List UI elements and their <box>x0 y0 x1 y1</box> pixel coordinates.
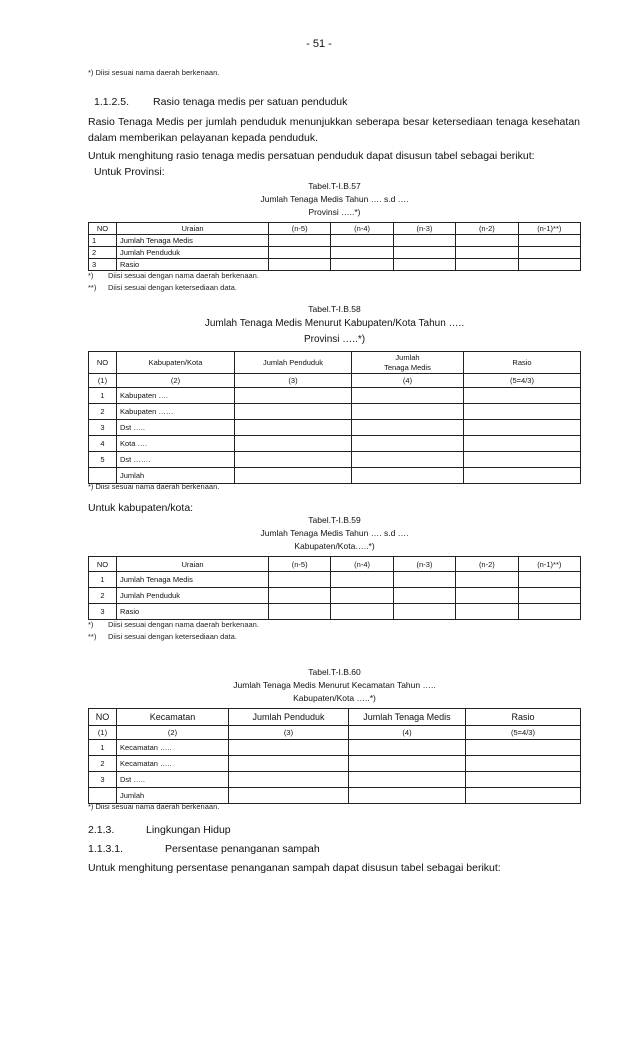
row-label: Dst ….. <box>117 420 235 436</box>
table-60-header-penduduk: Jumlah Penduduk <box>229 709 349 726</box>
row-label: Dst ….. <box>117 772 229 788</box>
table-60-header-rasio: Rasio <box>466 709 581 726</box>
row-no: 5 <box>89 452 117 468</box>
column-number: (3) <box>229 726 349 740</box>
column-number: (2) <box>117 726 229 740</box>
table-58-header-penduduk: Jumlah Penduduk <box>235 352 352 374</box>
row-label: Jumlah Tenaga Medis <box>117 572 269 588</box>
table-60-header-tenaga-medis: Jumlah Tenaga Medis <box>349 709 466 726</box>
section-title-lingkungan-hidup: Lingkungan Hidup <box>146 824 231 836</box>
table-58-caption <box>88 303 581 348</box>
table-57-header-n5: (n-5) <box>269 223 331 235</box>
row-label: Kecamatan ….. <box>117 740 229 756</box>
table-row <box>89 604 581 620</box>
page-number: - 51 - <box>306 38 332 50</box>
column-number: (5=4/3) <box>466 726 581 740</box>
column-number: (1) <box>89 374 117 388</box>
table-59-number: Tabel.T-I.B.59 <box>308 515 361 525</box>
row-no: 1 <box>89 388 117 404</box>
paragraph-rasio-definition: Rasio Tenaga Medis per jumlah penduduk menunjukkan seberapa besar ketersediaan tenaga kesehatan dalam memberikan pelayanan kepada penduduk. <box>88 116 580 144</box>
column-number: (2) <box>117 374 235 388</box>
table-row <box>89 404 581 420</box>
table-59-header-n1: (n-1)**) <box>518 557 580 572</box>
table-60-title: Jumlah Tenaga Medis Menurut Kecamatan Tahun ….. <box>233 680 436 690</box>
table-row <box>89 259 581 271</box>
table-59 <box>88 556 581 620</box>
table-row <box>89 436 581 452</box>
table-60-header-no: NO <box>89 709 117 726</box>
table-row <box>89 420 581 436</box>
top-footnote: *) Diisi sesuai nama daerah berkenaan. <box>88 68 220 77</box>
row-no: 3 <box>89 772 117 788</box>
table-59-header-n3: (n-3) <box>393 557 455 572</box>
subheading-kabupaten-kota: Untuk kabupaten/kota: <box>88 502 194 514</box>
row-label: Kabupaten …… <box>117 404 235 420</box>
table-row <box>89 247 581 259</box>
row-no: 2 <box>89 588 117 604</box>
table-59-footnote-2 <box>88 632 237 641</box>
table-57-header-n4: (n-4) <box>331 223 393 235</box>
row-no: 2 <box>89 404 117 420</box>
table-59-header-n2: (n-2) <box>456 557 518 572</box>
row-label: Jumlah Penduduk <box>117 247 269 259</box>
table-58-header-rasio: Rasio <box>464 352 581 374</box>
row-label: Jumlah <box>117 468 235 484</box>
table-row <box>89 235 581 247</box>
row-no: 3 <box>89 259 117 271</box>
footnote-key: **) <box>88 632 97 641</box>
section-title-rasio: Rasio tenaga medis per satuan penduduk <box>153 96 348 108</box>
row-label: Kecamatan ….. <box>117 756 229 772</box>
row-no: 4 <box>89 436 117 452</box>
table-60 <box>88 708 581 804</box>
table-58-header-no: NO <box>89 352 117 374</box>
table-60-subtitle: Kabupaten/Kota …..*) <box>293 693 376 703</box>
table-59-header-uraian: Uraian <box>117 557 269 572</box>
table-59-footnote-1 <box>88 620 259 629</box>
row-no: 3 <box>89 420 117 436</box>
row-no: 2 <box>89 756 117 772</box>
row-no: 1 <box>89 740 117 756</box>
table-row <box>89 572 581 588</box>
table-57-footnote-2 <box>88 283 237 292</box>
table-60-header-kecamatan: Kecamatan <box>117 709 229 726</box>
table-59-header-n4: (n-4) <box>331 557 393 572</box>
table-57-header-no: NO <box>89 223 117 235</box>
table-59-header-no: NO <box>89 557 117 572</box>
row-label: Dst ……. <box>117 452 235 468</box>
table-60-footnote: *) Diisi sesuai nama daerah berkenaan. <box>88 802 220 811</box>
footnote-key: **) <box>88 283 97 292</box>
row-label: Kota …. <box>117 436 235 452</box>
row-label: Kabupaten …. <box>117 388 235 404</box>
table-57-header-n3: (n-3) <box>393 223 455 235</box>
paragraph-rasio-method: Untuk menghitung rasio tenaga medis persatuan penduduk dapat disusun tabel sebagai berikut: <box>88 150 535 162</box>
row-label: Jumlah <box>117 788 229 804</box>
column-number: (5=4/3) <box>464 374 581 388</box>
row-label: Rasio <box>117 604 269 620</box>
row-label: Rasio <box>117 259 269 271</box>
table-57-header-uraian: Uraian <box>117 223 269 235</box>
table-58-number: Tabel.T-I.B.58 <box>308 304 361 314</box>
table-57-header-n2: (n-2) <box>456 223 518 235</box>
header-line: Tenaga Medis <box>384 362 431 372</box>
row-label: Jumlah Penduduk <box>117 588 269 604</box>
row-no: 3 <box>89 604 117 620</box>
table-57-caption <box>88 180 581 219</box>
section-number-1-1-2-5: 1.1.2.5. <box>94 96 130 108</box>
footnote-key: *) <box>88 620 94 629</box>
table-58-subtitle: Provinsi …..*) <box>303 334 366 345</box>
table-row <box>89 772 581 788</box>
footnote-text: Diisi sesuai dengan nama daerah berkenaan. <box>108 271 259 280</box>
table-57-header-n1: (n-1)**) <box>518 223 580 235</box>
table-60-number: Tabel.T-I.B.60 <box>308 667 361 677</box>
table-57-footnote-1 <box>88 271 259 280</box>
footnote-text: Diisi sesuai dengan nama daerah berkenaan. <box>108 620 259 629</box>
footnote-text: Diisi sesuai dengan ketersediaan data. <box>108 283 237 292</box>
table-59-subtitle: Kabupaten/Kota…..*) <box>294 541 375 551</box>
table-row <box>89 588 581 604</box>
table-row <box>89 388 581 404</box>
column-number: (4) <box>349 726 466 740</box>
table-57-title: Jumlah Tenaga Medis Tahun …. s.d …. <box>260 194 409 204</box>
footnote-key: *) <box>88 271 94 280</box>
column-number: (4) <box>352 374 464 388</box>
section-number-1-1-3-1: 1.1.3.1. <box>88 843 124 855</box>
table-59-header-n5: (n-5) <box>269 557 331 572</box>
row-no: 2 <box>89 247 117 259</box>
row-label: Jumlah Tenaga Medis <box>117 235 269 247</box>
table-60-caption <box>88 666 581 705</box>
table-58-header-tenaga-medis <box>352 352 464 374</box>
table-57-subtitle: Provinsi …..*) <box>308 207 361 217</box>
paragraph-sampah-method: Untuk menghitung persentase penanganan sampah dapat disusun tabel sebagai berikut: <box>88 862 501 874</box>
column-number: (1) <box>89 726 117 740</box>
table-58 <box>88 351 581 484</box>
table-59-caption <box>88 514 581 553</box>
table-row <box>89 452 581 468</box>
table-row <box>89 756 581 772</box>
table-57 <box>88 222 581 271</box>
table-59-title: Jumlah Tenaga Medis Tahun …. s.d …. <box>260 528 409 538</box>
row-no: 1 <box>89 235 117 247</box>
column-number: (3) <box>235 374 352 388</box>
table-57-number: Tabel.T-I.B.57 <box>308 181 361 191</box>
table-row <box>89 740 581 756</box>
table-58-title: Jumlah Tenaga Medis Menurut Kabupaten/Kota Tahun ….. <box>204 318 465 329</box>
header-line: Jumlah <box>395 352 420 362</box>
subheading-provinsi: Untuk Provinsi: <box>94 166 165 178</box>
table-58-header-kabkota: Kabupaten/Kota <box>117 352 235 374</box>
section-title-persentase-sampah: Persentase penanganan sampah <box>165 843 320 855</box>
section-number-2-1-3: 2.1.3. <box>88 824 115 836</box>
footnote-text: Diisi sesuai dengan ketersediaan data. <box>108 632 237 641</box>
table-58-footnote: *) Diisi sesuai nama daerah berkenaan. <box>88 482 220 491</box>
row-no: 1 <box>89 572 117 588</box>
